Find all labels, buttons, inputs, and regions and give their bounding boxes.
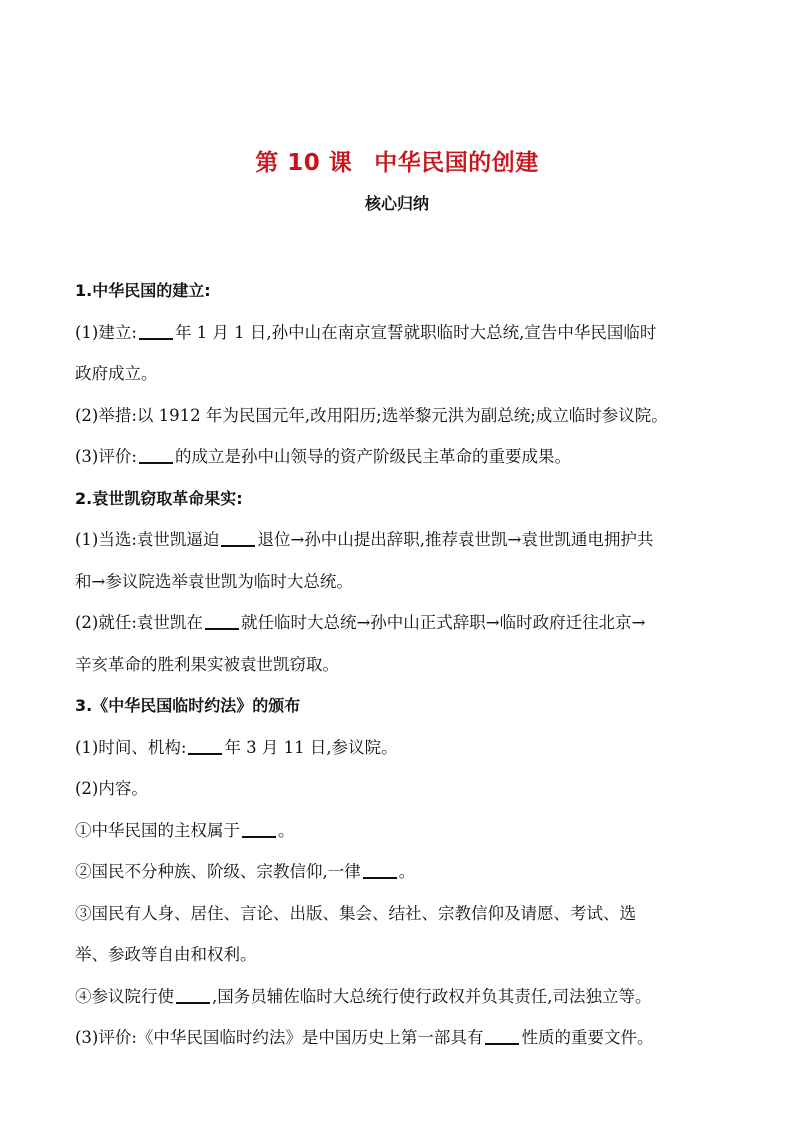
section-heading: 2.袁世凯窃取革命果实:: [75, 488, 243, 508]
text-span: ②国民不分种族、阶级、宗教信仰,一律: [75, 862, 361, 881]
fill-in-blank[interactable]: [363, 859, 397, 879]
text-span: (1)时间、机构:: [75, 737, 187, 757]
fill-in-blank[interactable]: [221, 527, 255, 547]
section-heading: 1.中华民国的建立:: [75, 281, 211, 300]
text-span: (2)就任:袁世凯在: [75, 613, 203, 632]
fill-in-blank[interactable]: [139, 444, 173, 464]
paragraph-line: 政府成立。: [75, 364, 158, 383]
page-title: [0, 144, 794, 177]
text-span: ④参议院行使: [75, 986, 174, 1006]
paragraph-line: [75, 602, 735, 644]
text-span: 年 3 月 11 日,参议院。: [224, 737, 398, 757]
fill-in-blank[interactable]: [188, 735, 222, 755]
paragraph-line: [75, 1017, 735, 1059]
paragraph-line: 和→参议院选举袁世凯为临时大总统。: [75, 571, 353, 591]
text-span: 性质的重要文件。: [521, 1028, 654, 1047]
paragraph-line: 辛亥革命的胜利果实被袁世凯窃取。: [75, 654, 339, 674]
paragraph-line: [75, 436, 735, 478]
text-span: (1)当选:袁世凯逼迫: [75, 530, 220, 549]
paragraph-line: [75, 519, 735, 561]
text-span: (3)评价:《中华民国临时约法》是中国历史上第一部具有: [75, 1028, 484, 1047]
text-span: 年 1 月 1 日,孙中山在南京宣誓就职临时大总统,宣告中华民国临时: [174, 322, 657, 342]
paragraph-line: 举、参政等自由和权利。: [75, 945, 257, 964]
text-span: 。: [278, 820, 295, 840]
text-span: 。: [398, 862, 416, 881]
section-heading: 3.《中华民国临时约法》的颁布: [75, 696, 301, 715]
paragraph-line: (2)内容。: [75, 779, 148, 798]
fill-in-blank[interactable]: [205, 610, 239, 630]
paragraph-line: ③国民有人身、居住、言论、出版、集会、结社、宗教信仰及请愿、考试、选: [75, 903, 636, 923]
paragraph-line: [75, 976, 735, 1018]
text-span: ①中华民国的主权属于: [75, 820, 240, 840]
lesson-number: 第 10 课: [255, 150, 353, 176]
text-span: (3)评价:: [75, 447, 137, 466]
text-span: 就任临时大总统→孙中山正式辞职→临时政府迁往北京→: [240, 613, 646, 632]
fill-in-blank[interactable]: [139, 320, 173, 340]
paragraph-line: [75, 851, 735, 893]
lesson-name: 中华民国的创建: [374, 150, 539, 176]
paragraph-line: (2)举措:以 1912 年为民国元年,改用阳历;选举黎元洪为副总统;成立临时参议院。: [75, 405, 668, 425]
document-body: [75, 270, 735, 1059]
text-span: 退位→孙中山提出辞职,推荐袁世凯→袁世凯通电拥护共: [257, 530, 654, 549]
fill-in-blank[interactable]: [176, 984, 210, 1004]
page-subtitle: 核心归纳: [364, 194, 429, 213]
paragraph-line: [75, 727, 735, 769]
fill-in-blank[interactable]: [242, 818, 276, 838]
fill-in-blank[interactable]: [485, 1025, 519, 1045]
text-span: 的成立是孙中山领导的资产阶级民主革命的重要成果。: [174, 447, 571, 466]
text-span: ,国务员辅佐临时大总统行使行政权并负其责任,司法独立等。: [212, 986, 652, 1006]
paragraph-line: [75, 312, 735, 354]
text-span: (1)建立:: [75, 322, 137, 342]
paragraph-line: [75, 810, 735, 852]
